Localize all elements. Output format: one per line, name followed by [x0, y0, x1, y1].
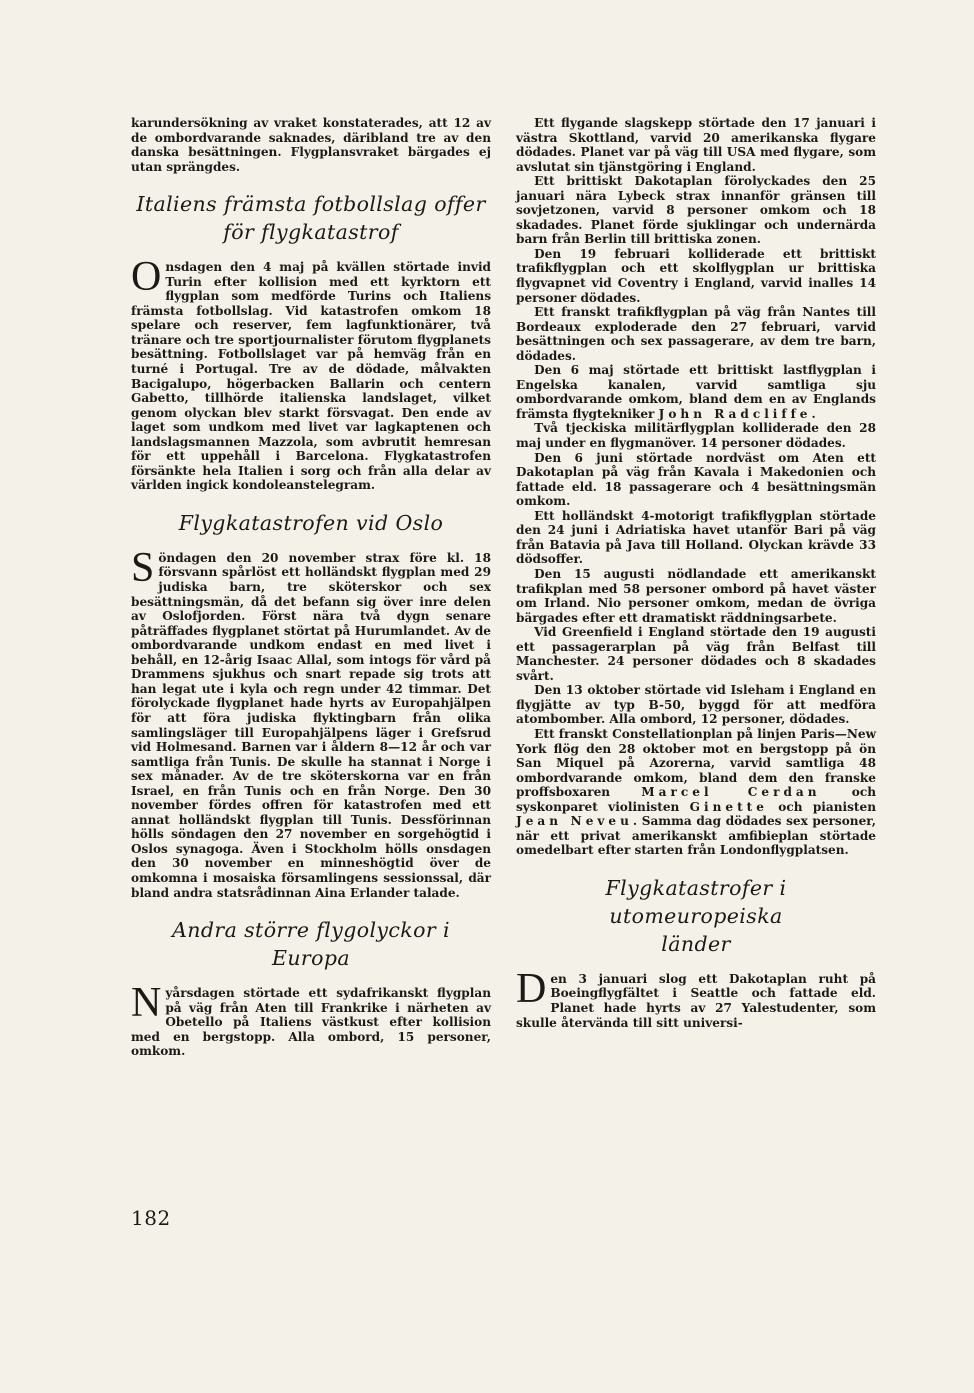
- drop-cap: S: [131, 544, 155, 591]
- heading-line-1: Italiens främsta fotbollslag offer: [136, 192, 486, 217]
- heading-italiens-fotbollslag: [131, 190, 491, 246]
- heading-europa: Andra större flygolyckor i Europa: [172, 918, 450, 971]
- constellation-text-4: . Samma dag dödades sex personer, när ett privat amerikanskt amfibieplan störtade omedelbart efter starten från Londonflygplatsen.: [516, 814, 876, 858]
- paragraph-slagskepp: Ett flygande slagskepp störtade den 17 januari i västra Skottland, varvid 20 amerikanska flygare dödades. Planet var på väg till USA med flygare, som avslutat sin tjänstgöring i England.: [516, 116, 876, 174]
- article-text: yårsdagen störtade ett sydafrikanskt flygplan på väg från Aten till Frankrike i närheten av Obetello på Italiens västkust efter kollision med en bergstopp. Alla ombord, 15 personer, omkom.: [131, 986, 491, 1059]
- person-name-neveu: Jean Neveu: [516, 814, 633, 829]
- constellation-text-3: och pianisten: [778, 799, 876, 814]
- intro-paragraph: karundersökning av vraket konstaterades, att 12 av de ombordvarande saknades, däribland tre av den danska besättningen. Flygplansvraket bärgades ej utan sprängdes.: [131, 116, 491, 174]
- constellation-text-2: och syskonparet violinisten: [516, 785, 877, 814]
- article-oslo: [131, 544, 491, 900]
- heading-oslo: Flygkatastrofen vid Oslo: [178, 510, 444, 535]
- radcliffe-text: Den 6 maj störtade ett brittiskt lastflygplan i Engelska kanalen, varvid samtliga sju ombordvarande omkom, bland dem en av Englands främsta flygtekniker: [516, 363, 876, 421]
- heading-utomeuropeiska: [516, 874, 876, 958]
- person-name-ginette: Ginette: [689, 799, 768, 814]
- constellation-text-1: Ett franskt Constellationplan på linjen Paris—New York flög den 28 oktober mot en bergstopp på ön San Miquel på Azorerna, varvid samtliga 48 ombordvarande omkom, bland dem den franske proffsboxaren: [516, 726, 876, 800]
- paragraph-aten: Den 6 juni störtade nordväst om Aten ett Dakotaplan på väg från Kavala i Makedonien och fattade eld. 18 passagerare och 4 besättningsmän omkom.: [516, 450, 876, 509]
- paragraph-coventry: Den 19 februari kolliderade ett brittiskt trafikflygplan och ett skolflygplan ur brittiska flygvapnet vid Coventry i England, varvid inalles 14 personer dödades.: [516, 246, 876, 305]
- paragraph-constellation: [516, 727, 876, 858]
- page-number: 182: [131, 1206, 171, 1230]
- paragraph-nantes: Ett franskt trafikflygplan på väg från Nantes till Bordeaux exploderade den 27 februari, varvid besättningen och sex passagerare, av dem tre barn, dödades.: [516, 305, 876, 363]
- person-name-cerdan: Marcel Cerdan: [641, 785, 821, 800]
- heading-line-2: länder: [661, 931, 731, 956]
- heading-line-2: för flygkatastrof: [223, 220, 399, 245]
- paragraph-adriatiska: Ett holländskt 4-motorigt trafikflygplan störtade den 24 juni i Adriatiska havet utanför Bari på väg från Batavia på Java till Holland. Olyckan krävde 33 dödsoffer.: [516, 508, 876, 567]
- drop-cap: O: [131, 254, 162, 301]
- article-seattle: [516, 965, 876, 1030]
- article-text: nsdagen den 4 maj på kvällen störtade invid Turin efter kollision med ett kyrktorn ett flygplan som medförde Turins och Italiens främsta fotbollslag. Vid katastrofen omkom 18 spelare och reserver, fem lagfunktionärer, två tränare och tre sportjournalister förutom flygplanets besättning. Fotbollslaget var på hemväg från en turné i Portugal. Tre av de dödade, målvakten Bacigalupo, högerbacken Ballarin och centern Gabetto, tillhörde italienska landslaget, vilket genom olyckan blev starkt försvagat. Den ende av laget som undkom med livet var lagkaptenen och landslagsmannen Mazzola, som avbrutit hemresan för ett uppehåll i Barcelona. Flygkatastrofen försänkte hela Italien i sorg och från alla delar av världen ingick kondoleanstelegram.: [131, 260, 491, 493]
- right-column: [516, 116, 876, 1030]
- paragraph-tjeckiska: Två tjeckiska militärflygplan kolliderade den 28 maj under en flygmanöver. 14 personer dödades.: [516, 421, 876, 451]
- person-name-radcliffe: John Radcliffe: [658, 406, 812, 421]
- left-column: [131, 116, 491, 1059]
- paragraph-isleham: Den 13 oktober störtade vid Isleham i England en flygjätte av typ B-50, byggd för att medföra atombomber. Alla ombord, 12 personer, dödades.: [516, 683, 876, 727]
- paragraph-radcliffe: [516, 363, 876, 421]
- radcliffe-end: .: [811, 406, 816, 421]
- drop-cap: N: [131, 980, 162, 1027]
- heading-line-1: Flygkatastrofer i utomeuropeiska: [605, 875, 787, 928]
- paragraph-greenfield: Vid Greenfield i England störtade den 19 augusti ett passagerarplan på väg från Belfast till Manchester. 24 personer dödades och 8 skadades svårt.: [516, 625, 876, 683]
- article-text: en 3 januari slog ett Dakotaplan ruht på Boeingflygfältet i Seattle och fattade eld. Planet hade hyrts av 27 Yalestudenter, som skulle återvända till sitt universi-: [516, 971, 876, 1030]
- article-turin: [131, 254, 491, 493]
- article-europa: [131, 980, 491, 1059]
- paragraph-irland: Den 15 augusti nödlandade ett amerikanskt trafikplan med 58 personer ombord på havet väster om Irland. Nio personer omkom, medan de övriga bärgades efter ett dramatiskt räddningsarbete.: [516, 566, 876, 625]
- paragraph-lybeck: Ett brittiskt Dakotaplan förolyckades den 25 januari nära Lybeck strax innanför gränsen till sovjetzonen, varvid 8 personer omkom och 18 skadades. Planet förde sjuklingar och undernärda barn från Berlin till brittiska zonen.: [516, 174, 876, 247]
- article-text: öndagen den 20 november strax före kl. 18 försvann spårlöst ett holländskt flygplan med 29 judiska barn, tre sköterskor och sex besättningsmän, då det befann sig över inre delen av Oslofjorden. Först nära två dygn senare påträffades flygplanet störtat på Hurumlandet. Av de ombordvarande undkom endast en med livet i behåll, en 12-årig Isaac Allal, som intogs för vård på Drammens sjukhus och snart repade sig trots att han legat ute i kyla och regn under 42 timmar. Det förolyckade flygplanet hade hyrts av Europahjälpen för att föra judiska flyktingbarn från olika samlingsläger till Europahjälpens läger i Grefsrud vid Holmesand. Barnen var i åldern 8—12 år och var samtliga från Tunis. De skulle ha stannat i Norge i sex månader. Av de tre sköterskorna var en från Israel, en från Tunis och en från Norge. Den 30 november fördes offren för katastrofen med ett annat holländskt flygplan till Tunis. Dessförinnan hölls söndagen den 27 november en sorgehögtid i Oslos synagoga. Även i Stockholm hölls onsdagen den 30 november en minneshögtid över de omkomna i mosaiska församlingens sessionssal, där bland andra statsrådinnan Aina Erlander talade.: [131, 550, 491, 900]
- drop-cap: D: [516, 965, 547, 1012]
